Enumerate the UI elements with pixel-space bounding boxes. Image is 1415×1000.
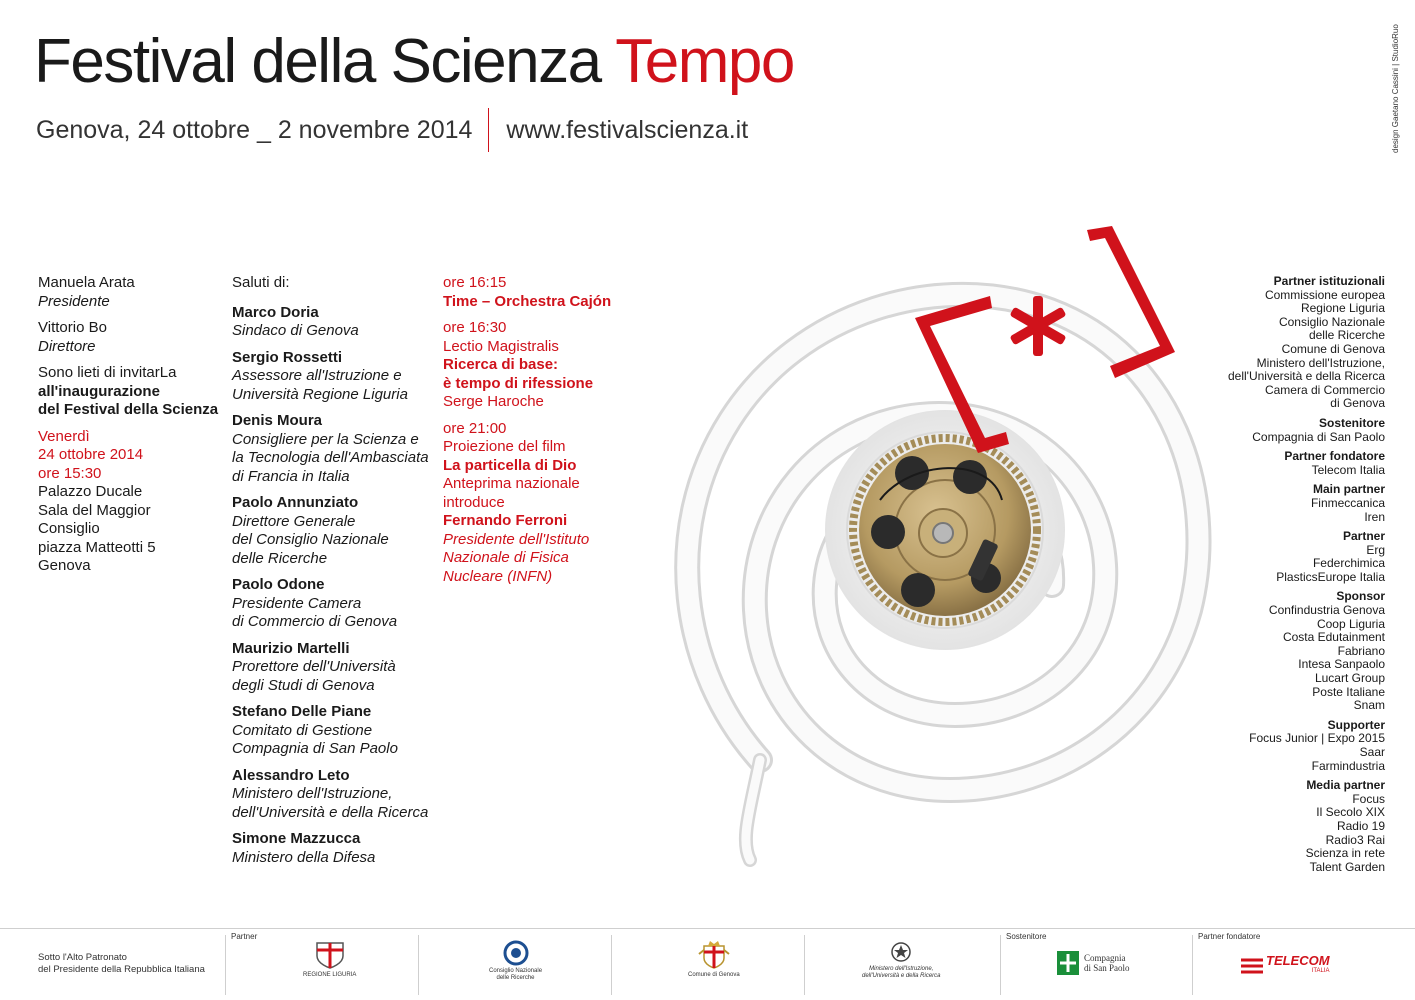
host-2: Vittorio Bo Direttore bbox=[38, 319, 107, 355]
comune-genova-logo: Comune di Genova bbox=[688, 940, 740, 979]
footer-divider bbox=[418, 935, 419, 995]
speaker-role: Ministero dell'Istruzione, bbox=[232, 785, 393, 802]
partner-group-heading: Supporter bbox=[1327, 717, 1385, 732]
footer-label-partner: Partner bbox=[231, 932, 258, 941]
partner-name: Commissione europea bbox=[1264, 287, 1385, 302]
partner-name: Regione Liguria bbox=[1300, 301, 1385, 316]
partner-name: Talent Garden bbox=[1309, 859, 1385, 874]
partner-name: Saar bbox=[1359, 745, 1385, 759]
partner-name: Intesa Sanpaolo bbox=[1298, 657, 1385, 672]
partner-group-heading: Partner fondatore bbox=[1284, 449, 1385, 464]
speaker-role: delle Ricerche bbox=[232, 549, 328, 567]
partner-name: Radio 19 bbox=[1336, 818, 1385, 833]
host-1: Manuela Arata Presidente bbox=[38, 274, 135, 310]
poster-title bbox=[34, 22, 794, 102]
speaker-role: Prorettore dell'Università bbox=[232, 658, 396, 675]
speaker-name: Sergio Rossetti bbox=[232, 348, 343, 366]
speaker-entry bbox=[232, 703, 437, 759]
subtitle-divider bbox=[488, 108, 489, 152]
program-event-1: ore 16:15 Time – Orchestra Cajón bbox=[443, 274, 612, 310]
greetings-heading: Saluti di: bbox=[232, 274, 290, 291]
footer-divider bbox=[225, 935, 226, 995]
partner-name: Federchimica bbox=[1312, 556, 1385, 571]
speaker-role: Consigliere per la Scienza e bbox=[232, 430, 419, 448]
partner-name: Focus Junior | Expo 2015 bbox=[1249, 731, 1385, 746]
partner-group bbox=[1175, 590, 1385, 712]
regione-liguria-logo: REGIONE LIGURIA bbox=[303, 940, 356, 979]
partner-group bbox=[1175, 275, 1385, 411]
speaker-role: Presidente Camera bbox=[232, 594, 362, 612]
speaker-entry bbox=[232, 494, 437, 568]
speaker-name: Paolo Annunziato bbox=[232, 494, 359, 511]
speaker-role: di Francia in Italia bbox=[232, 467, 350, 485]
partner-name: Telecom Italia bbox=[1311, 462, 1385, 477]
speaker-name: Denis Moura bbox=[232, 412, 323, 429]
partner-group bbox=[1175, 779, 1385, 874]
partner-group bbox=[1175, 450, 1385, 477]
cnr-logo: Consiglio Nazionale delle Ricerche bbox=[489, 940, 542, 982]
partner-group-heading: Partner bbox=[1342, 529, 1385, 544]
speaker-entry bbox=[232, 412, 437, 486]
partner-name: Comune di Genova bbox=[1281, 341, 1385, 356]
partner-name: PlasticsEurope Italia bbox=[1276, 569, 1385, 584]
telecom-italia-logo[interactable]: TELECOM ITALIA bbox=[1240, 955, 1330, 977]
comune-genova-crest-icon bbox=[696, 940, 732, 970]
event-datetime-venue: Venerdì 24 ottobre 2014 ore 15:30 Palazzo Ducale Sala del Maggior Consiglio piazza Matteotti 5 Genova bbox=[38, 427, 156, 574]
speaker-list bbox=[232, 304, 437, 868]
speaker-entry bbox=[232, 830, 437, 867]
footer-divider bbox=[804, 935, 805, 995]
partner-name: Erg bbox=[1366, 542, 1385, 557]
partner-name: Farmindustria bbox=[1311, 758, 1385, 773]
speaker-role: del Consiglio Nazionale bbox=[232, 531, 389, 548]
partner-name: Compagnia di San Paolo bbox=[1252, 429, 1385, 444]
partner-group bbox=[1175, 530, 1385, 584]
partner-name: Ministero dell'Istruzione, bbox=[1256, 355, 1385, 370]
footer-divider bbox=[611, 935, 612, 995]
partner-group-heading: Partner istituzionali bbox=[1273, 274, 1385, 288]
compagnia-san-paolo-logo: Compagnia di San Paolo bbox=[1056, 950, 1130, 976]
partner-name: delle Ricerche bbox=[1308, 328, 1385, 343]
spiral-gear-illustration bbox=[640, 200, 1240, 930]
partner-group bbox=[1175, 719, 1385, 773]
cnr-logo-icon bbox=[501, 940, 531, 966]
partner-name: di Genova bbox=[1330, 396, 1385, 411]
program-column bbox=[443, 274, 643, 594]
speaker-role: Università Regione Liguria bbox=[232, 385, 408, 403]
greetings-column bbox=[232, 274, 437, 875]
partner-name: Poste Italiane bbox=[1312, 684, 1385, 699]
design-credit: design Gaetano Cassini | StudioRuo bbox=[1391, 24, 1400, 153]
regione-liguria-crest-icon bbox=[313, 940, 347, 970]
partner-name: dell'Università e della Ricerca bbox=[1227, 369, 1385, 384]
partner-name: Finmeccanica bbox=[1310, 495, 1385, 510]
partner-name: Fabriano bbox=[1337, 643, 1385, 658]
speaker-role: Comitato di Gestione bbox=[232, 721, 373, 739]
partners-list bbox=[1175, 275, 1385, 880]
title-main: Festival della Scienza bbox=[34, 27, 601, 96]
speaker-role: di Commercio di Genova bbox=[232, 613, 398, 630]
speaker-role: la Tecnologia dell'Ambasciata bbox=[232, 449, 429, 466]
speaker-name: Alessandro Leto bbox=[232, 766, 350, 784]
speaker-role: Ministero della Difesa bbox=[232, 848, 376, 866]
subtitle bbox=[36, 108, 748, 152]
compagnia-san-paolo-logo-icon bbox=[1056, 950, 1080, 976]
speaker-entry bbox=[232, 767, 437, 823]
program-event-2: ore 16:30 Lectio Magistralis Ricerca di base: è tempo di rifessione Serge Haroche bbox=[443, 319, 594, 410]
invitation-text: Sono lieti di invitarLa all'inaugurazione del Festival della Scienza bbox=[38, 364, 219, 418]
partner-group-heading: Sponsor bbox=[1336, 589, 1385, 604]
title-accent: Tempo bbox=[615, 27, 794, 96]
program-event-3: ore 21:00 Proiezione del film La particella di Dio Anteprima nazionale introduce Fernando Ferroni Presidente dell'Istituto Nazionale di Fisica Nucleare (INFN) bbox=[443, 419, 590, 585]
partner-name: Consiglio Nazionale bbox=[1278, 314, 1385, 329]
partner-name: Il Secolo XIX bbox=[1316, 805, 1385, 820]
speaker-role: degli Studi di Genova bbox=[232, 676, 375, 694]
website-link[interactable]: www.festivalscienza.it bbox=[506, 116, 749, 144]
footer-label-fondatore: Partner fondatore bbox=[1198, 932, 1261, 941]
speaker-name: Paolo Odone bbox=[232, 576, 325, 593]
miur-logo: Ministero dell'Istruzione, dell'Università e della Ricerca bbox=[862, 940, 941, 980]
partner-group-heading: Sostenitore bbox=[1318, 415, 1385, 430]
speaker-role: dell'Università e della Ricerca bbox=[232, 803, 429, 821]
partner-group bbox=[1175, 417, 1385, 444]
partner-name: Confindustria Genova bbox=[1268, 603, 1385, 618]
speaker-name: Stefano Delle Piane bbox=[232, 703, 372, 720]
partner-name: Lucart Group bbox=[1314, 671, 1385, 686]
speaker-entry bbox=[232, 304, 437, 341]
festival-dates: Genova, 24 ottobre _ 2 novembre 2014 bbox=[36, 116, 473, 144]
speaker-name: Maurizio Martelli bbox=[232, 639, 350, 657]
speaker-entry bbox=[232, 349, 437, 405]
partner-name: Snam bbox=[1353, 698, 1385, 713]
invitation-column bbox=[38, 274, 223, 584]
speaker-role: Assessore all'Istruzione e bbox=[232, 367, 402, 384]
speaker-entry bbox=[232, 640, 437, 696]
telecom-italia-logo-icon bbox=[1240, 957, 1264, 975]
italian-emblem-icon bbox=[888, 940, 914, 964]
speaker-name: Simone Mazzucca bbox=[232, 830, 361, 847]
partner-name: Scienza in rete bbox=[1305, 846, 1385, 861]
partner-name: Coop Liguria bbox=[1316, 616, 1385, 631]
partner-name: Iren bbox=[1364, 509, 1385, 524]
patronato-text: Sotto l'Alto Patronato del Presidente della Repubblica Italiana bbox=[38, 952, 205, 975]
footer-label-sostenitore: Sostenitore bbox=[1006, 932, 1047, 941]
partner-group-heading: Media partner bbox=[1306, 778, 1385, 793]
speaker-name: Marco Doria bbox=[232, 303, 319, 321]
speaker-role: Direttore Generale bbox=[232, 512, 356, 530]
partner-name: Camera di Commercio bbox=[1264, 382, 1385, 397]
speaker-role: Compagnia di San Paolo bbox=[232, 740, 398, 757]
partner-name: Costa Edutainment bbox=[1282, 630, 1385, 645]
speaker-role: Sindaco di Genova bbox=[232, 322, 359, 339]
partner-group bbox=[1175, 483, 1385, 524]
footer-divider bbox=[1000, 935, 1001, 995]
footer-divider bbox=[1192, 935, 1193, 995]
partner-name: Radio3 Rai bbox=[1325, 832, 1385, 847]
speaker-entry bbox=[232, 576, 437, 632]
partner-name: Focus bbox=[1352, 791, 1385, 806]
partner-group-heading: Main partner bbox=[1312, 482, 1385, 497]
